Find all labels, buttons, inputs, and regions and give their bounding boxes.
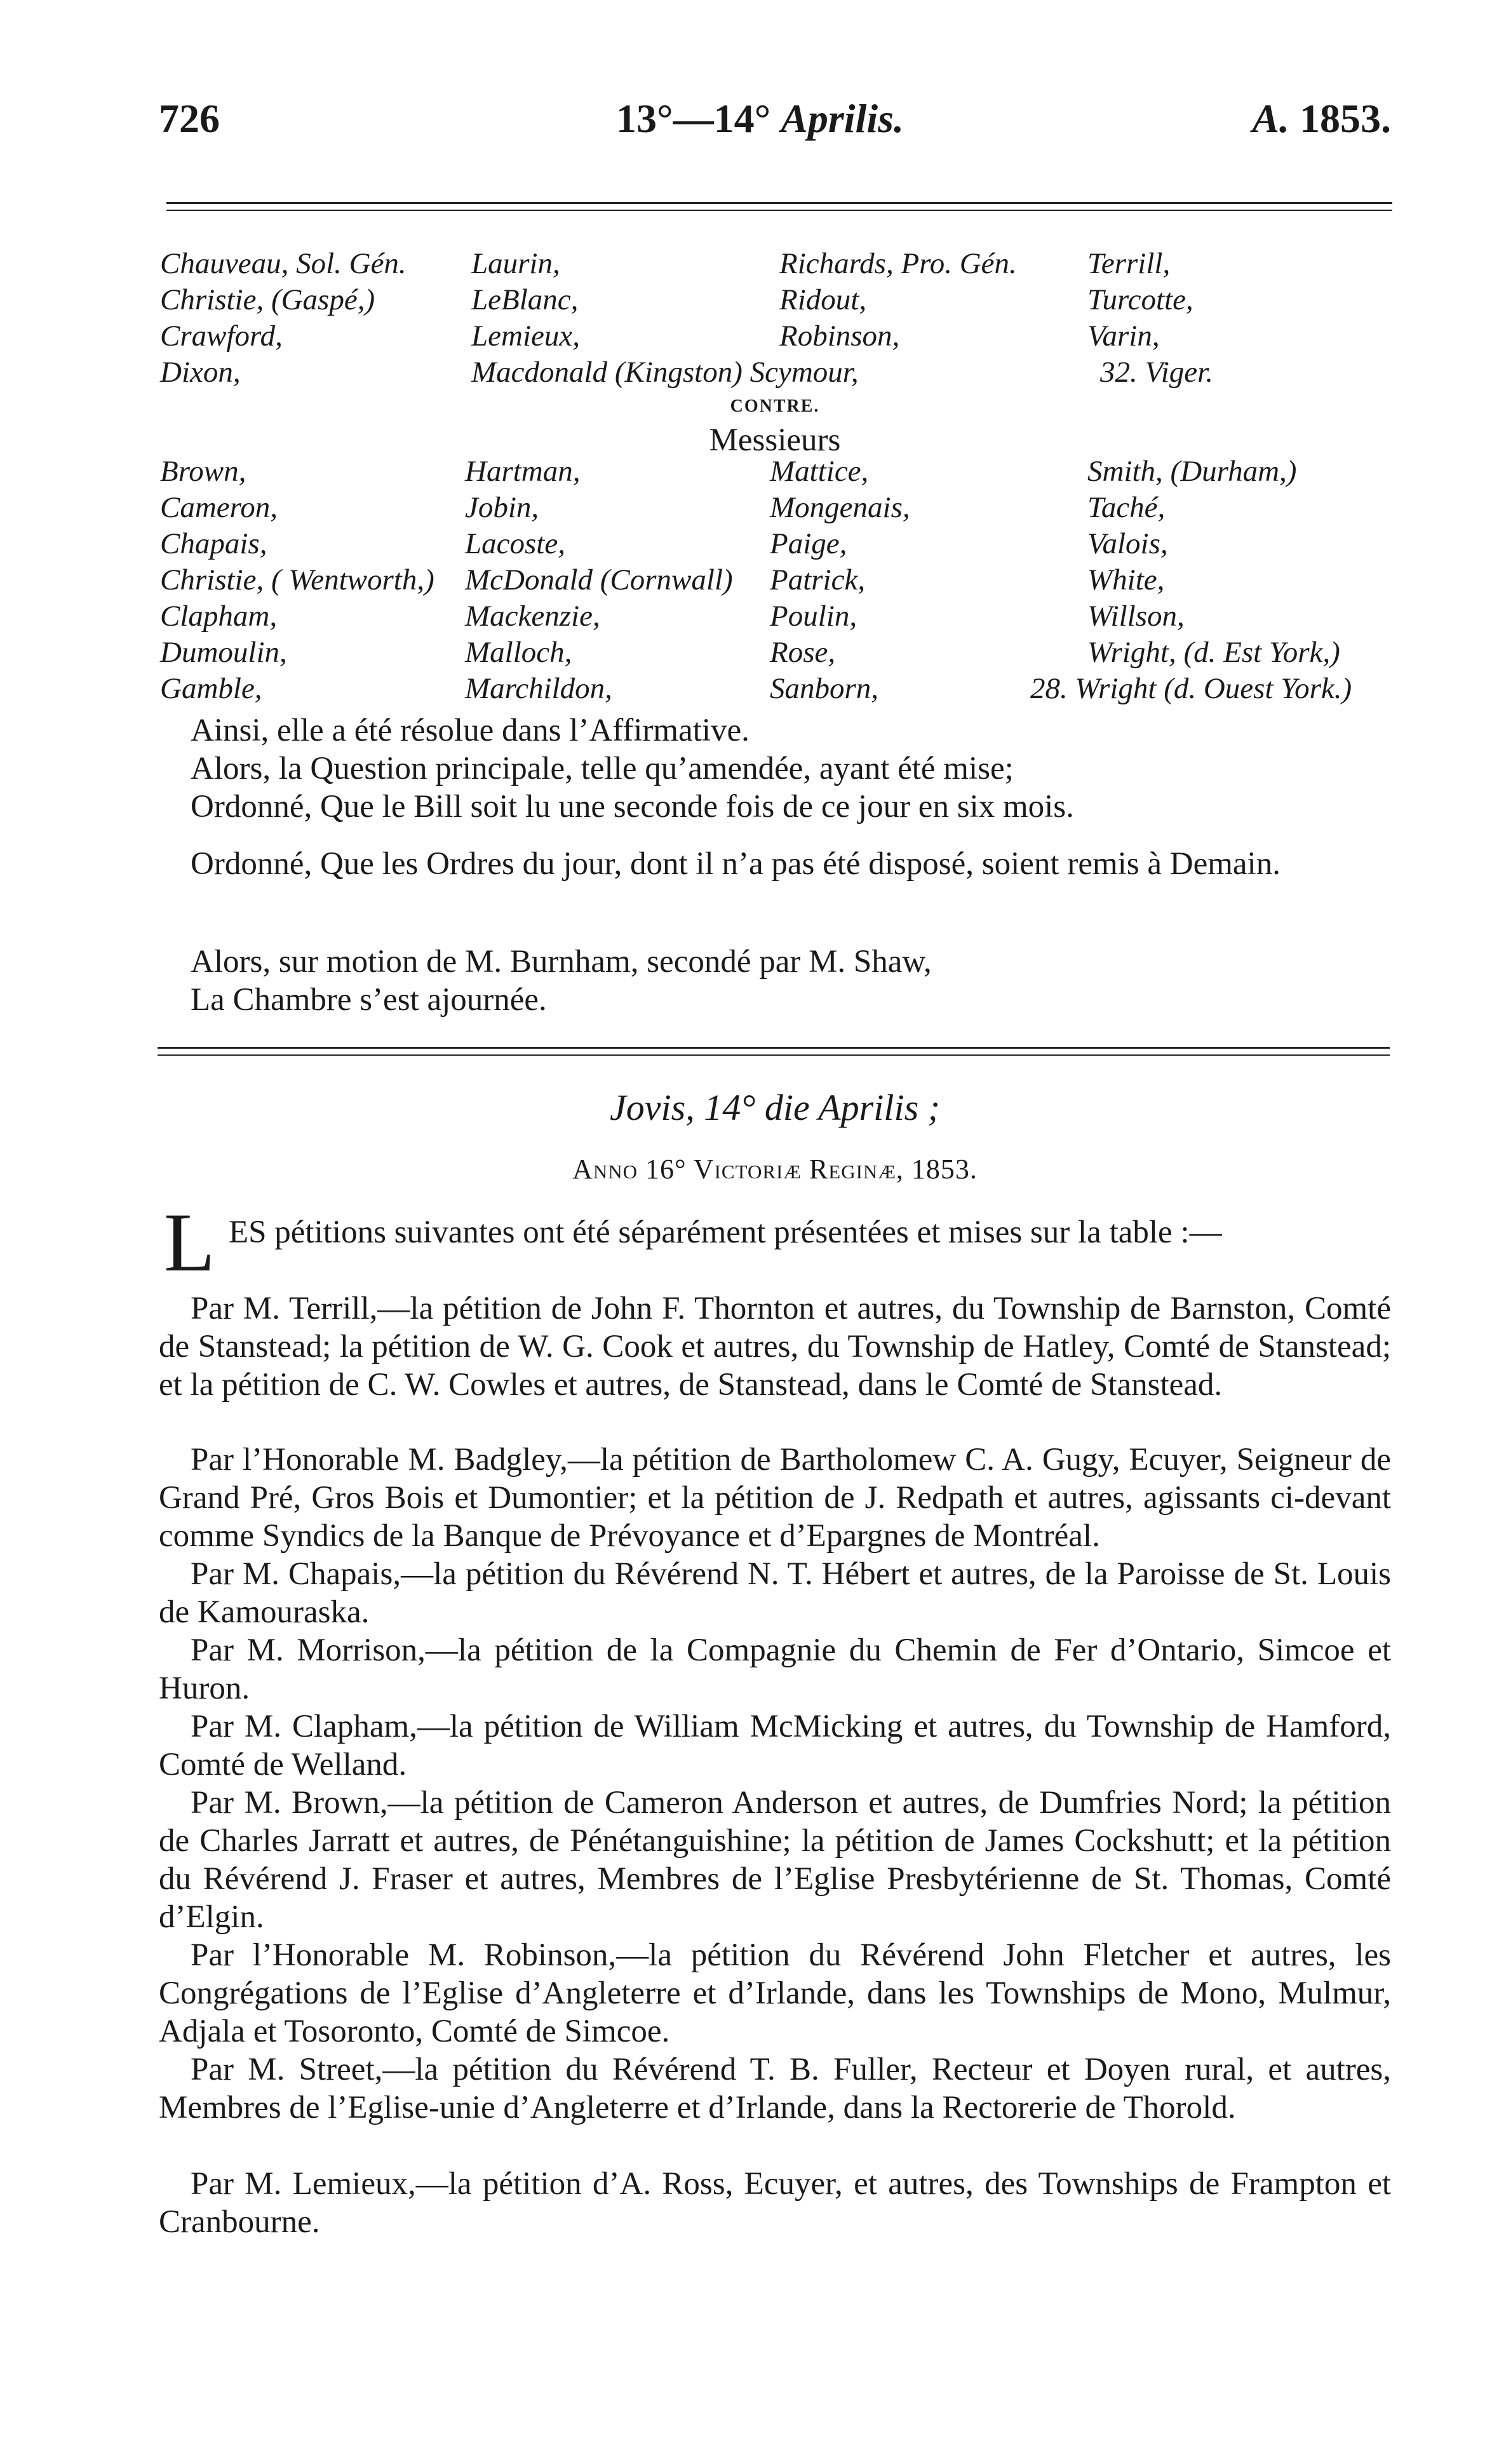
name-cell: Poulin,: [770, 600, 857, 633]
alors-question-line: Alors, la Question principale, telle qu’amendée, ayant été mise;: [191, 751, 1014, 786]
petition-paragraph-morrison: Par M. Morrison,—la pétition de la Compagnie du Chemin de Fer d’Ontario, Simcoe et Huron.: [159, 1633, 1391, 1706]
name-cell: Dixon,: [160, 356, 241, 389]
name-cell: Christie, ( Wentworth,): [160, 563, 434, 596]
name-cell: Malloch,: [465, 636, 572, 669]
name-cell: Robinson,: [779, 320, 900, 353]
name-cell: Wright, (d. Est York,): [1087, 636, 1340, 669]
petition-paragraph-robinson: Par l’Honorable M. Robinson,—la pétition du Révérend John Fletcher et autres, les Congrégations de l’Eglise d’Angleterre et d’Irlande, dans les Townships de Mono, Mulmur, Adjala et Tosoronto, Comté de Simcoe.: [159, 1937, 1391, 2049]
name-cell: McDonald (Cornwall): [465, 563, 733, 596]
name-cell: Chauveau, Sol. Gén.: [160, 247, 407, 280]
messieurs-label: Messieurs: [709, 422, 841, 458]
name-cell: Brown,: [160, 455, 246, 488]
name-cell: Crawford,: [160, 320, 283, 353]
contre-label: CONTRE.: [730, 396, 820, 416]
name-cell: Richards, Pro. Gén.: [779, 247, 1017, 280]
name-cell: Sanborn,: [770, 672, 879, 705]
petition-paragraph-chapais: Par M. Chapais,—la pétition du Révérend N. T. Hébert et autres, de la Paroisse de St. Louis de Kamouraska.: [159, 1556, 1391, 1630]
header-rule-thick: [166, 202, 1392, 204]
name-cell: Dumoulin,: [160, 636, 287, 669]
name-cell: Clapham,: [160, 600, 278, 633]
petitions-intro-paragraph: ES pétitions suivantes ont été séparément présentées et mises sur la table :—: [229, 1215, 1222, 1250]
petition-paragraph-terrill: Par M. Terrill,—la pétition de John F. Thornton et autres, du Township de Barnston, Comté de Stanstead; la pétition de W. G. Cook et autres, du Township de Hatley, Comté de Stanstead; et la pétition de C. W. Cowles et autres, de Stanstead, dans le Comté de Stanstead.: [159, 1291, 1391, 1403]
name-cell: 28. Wright (d. Ouest York.): [1030, 672, 1352, 705]
petition-paragraph-clapham: Par M. Clapham,—la pétition de William McMicking et autres, du Township de Hamford, Comté de Welland.: [159, 1709, 1391, 1782]
name-cell: Laurin,: [471, 247, 560, 280]
name-cell: Terrill,: [1087, 247, 1171, 280]
name-cell: Willson,: [1087, 600, 1185, 633]
page-number: 726: [159, 96, 220, 141]
header-month: Aprilis.: [781, 96, 904, 141]
header-year: [1252, 95, 1391, 142]
name-cell: Ridout,: [779, 283, 867, 316]
session-year-subheading: Anno 16° Victoriæ Reginæ, 1853.: [572, 1154, 978, 1185]
name-cell: Valois,: [1087, 527, 1168, 560]
ainsi-line: Ainsi, elle a été résolue dans l’Affirmative.: [191, 713, 749, 748]
page-header: [159, 95, 1391, 172]
chambre-ajournee-line: La Chambre s’est ajournée.: [191, 982, 547, 1018]
name-cell: Turcotte,: [1087, 283, 1193, 316]
header-year-prefix: A.: [1252, 96, 1289, 141]
session-day-heading: Jovis, 14° die Aprilis ;: [610, 1087, 940, 1128]
name-cell: White,: [1087, 563, 1165, 596]
petition-paragraph-lemieux: Par M. Lemieux,—la pétition d’A. Ross, Ecuyer, et autres, des Townships de Frampton et Cranbourne.: [159, 2166, 1391, 2240]
header-date: [616, 95, 904, 142]
name-cell: Varin,: [1087, 320, 1160, 353]
section-rule-thin: [158, 1054, 1390, 1056]
name-cell: Gamble,: [160, 672, 262, 705]
header-days: 13°—14°: [616, 96, 771, 141]
header-rule-thin: [166, 210, 1392, 211]
name-cell: Mattice,: [770, 455, 869, 488]
section-rule-thick: [158, 1047, 1390, 1049]
name-cell: Rose,: [770, 636, 836, 669]
petition-paragraph-street: Par M. Street,—la pétition du Révérend T. B. Fuller, Recteur et Doyen rural, et autres, Membres de l’Eglise-unie d’Angleterre et d’Irlande, dans la Rectorerie de Thorold.: [159, 2052, 1391, 2125]
ordonne-bill-line: Ordonné, Que le Bill soit lu une seconde fois de ce jour en six mois.: [191, 789, 1074, 825]
name-cell: Lacoste,: [465, 527, 565, 560]
name-cell: Marchildon,: [465, 672, 612, 705]
name-cell: Mongenais,: [770, 491, 910, 524]
pour-names: [160, 246, 1392, 399]
name-cell: Hartman,: [465, 455, 581, 488]
contre-names: [160, 454, 1392, 708]
name-cell: Smith, (Durham,): [1087, 455, 1297, 488]
petition-paragraph-badgley: Par l’Honorable M. Badgley,—la pétition de Bartholomew C. A. Gugy, Ecuyer, Seigneur de Grand Pré, Gros Bois et Dumontier; et la pétition de J. Redpath et autres, agissants ci-devant comme Syndics de la Banque de Prévoyance et d’Epargnes de Montréal.: [159, 1442, 1391, 1554]
alors-motion-line: Alors, sur motion de M. Burnham, secondé par M. Shaw,: [191, 944, 932, 980]
name-cell: LeBlanc,: [471, 283, 579, 316]
name-cell: Taché,: [1087, 491, 1166, 524]
name-cell: Macdonald (Kingston) Scymour,: [471, 356, 859, 389]
name-cell: Lemieux,: [471, 320, 580, 353]
petition-paragraph-brown: Par M. Brown,—la pétition de Cameron Anderson et autres, de Dumfries Nord; la pétition de Charles Jarratt et autres, de Pénétanguishine; la pétition de James Cockshutt; et la pétition du Révérend J. Fraser et autres, Membres de l’Eglise Presbytérienne de St. Thomas, Comté d’Elgin.: [159, 1785, 1391, 1935]
name-cell: Patrick,: [770, 563, 866, 596]
name-cell: Christie, (Gaspé,): [160, 283, 375, 316]
ordonne-ordres-paragraph: Ordonné, Que les Ordres du jour, dont il n’a pas été disposé, soient remis à Demain.: [191, 846, 1281, 882]
name-cell: Cameron,: [160, 491, 278, 524]
name-cell: Mackenzie,: [465, 600, 600, 633]
drop-cap-letter: L: [164, 1195, 215, 1289]
name-cell: Jobin,: [465, 491, 539, 524]
name-cell: 32. Viger.: [1100, 356, 1213, 389]
name-cell: Paige,: [770, 527, 847, 560]
name-cell: Chapais,: [160, 527, 267, 560]
header-year-value: 1853.: [1300, 96, 1391, 141]
